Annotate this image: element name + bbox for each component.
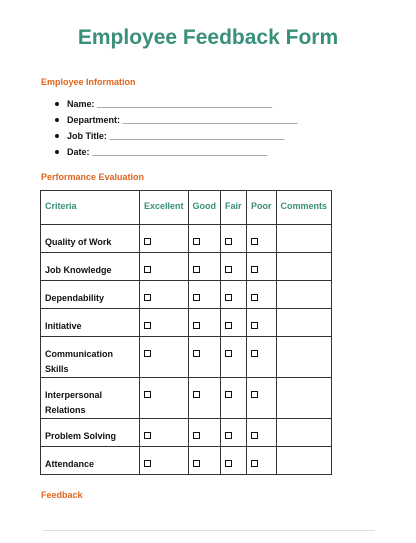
criteria-cell: Communication Skills: [41, 337, 140, 378]
rating-cell-poor: [247, 447, 277, 475]
rating-cell-good: [188, 419, 221, 447]
checkbox-good[interactable]: [193, 294, 200, 301]
header-criteria: Criteria: [41, 191, 140, 225]
rating-cell-fair: [221, 378, 247, 419]
rating-cell-poor: [247, 378, 277, 419]
checkbox-poor[interactable]: [251, 350, 258, 357]
checkbox-excellent[interactable]: [144, 432, 151, 439]
info-label: Name:: [67, 99, 95, 109]
bullet-icon: [55, 118, 59, 122]
rating-cell-poor: [247, 253, 277, 281]
rating-cell-good: [188, 225, 221, 253]
info-item-job-title: [55, 131, 298, 147]
checkbox-poor[interactable]: [251, 294, 258, 301]
comments-cell[interactable]: [276, 309, 332, 337]
checkbox-poor[interactable]: [251, 322, 258, 329]
rating-cell-fair: [221, 309, 247, 337]
header-fair: Fair: [221, 191, 247, 225]
info-label: Department:: [67, 115, 121, 125]
checkbox-fair[interactable]: [225, 294, 232, 301]
rating-cell-excellent: [140, 309, 189, 337]
table-row: [41, 337, 332, 378]
checkbox-fair[interactable]: [225, 238, 232, 245]
rating-cell-excellent: [140, 225, 189, 253]
checkbox-fair[interactable]: [225, 391, 232, 398]
rating-cell-poor: [247, 309, 277, 337]
checkbox-good[interactable]: [193, 432, 200, 439]
rating-cell-excellent: [140, 378, 189, 419]
job-title-field-line[interactable]: ___________________________________: [109, 131, 285, 141]
rating-cell-poor: [247, 281, 277, 309]
table-header-row: [41, 191, 332, 225]
table-row: [41, 225, 332, 253]
info-label: Date:: [67, 147, 90, 157]
table-row: [41, 378, 332, 419]
info-label: Job Title:: [67, 131, 107, 141]
comments-cell[interactable]: [276, 253, 332, 281]
comments-cell[interactable]: [276, 447, 332, 475]
table-row: [41, 447, 332, 475]
checkbox-excellent[interactable]: [144, 460, 151, 467]
rating-cell-fair: [221, 337, 247, 378]
rating-cell-excellent: [140, 337, 189, 378]
rating-cell-good: [188, 447, 221, 475]
criteria-cell: Attendance: [41, 447, 140, 475]
comments-cell[interactable]: [276, 281, 332, 309]
info-item-name: [55, 99, 298, 115]
checkbox-excellent[interactable]: [144, 391, 151, 398]
rating-cell-excellent: [140, 447, 189, 475]
name-field-line[interactable]: ___________________________________: [97, 99, 273, 109]
checkbox-poor[interactable]: [251, 460, 258, 467]
bullet-icon: [55, 134, 59, 138]
info-item-department: [55, 115, 298, 131]
criteria-cell: Problem Solving: [41, 419, 140, 447]
table-row: [41, 309, 332, 337]
table-row: [41, 419, 332, 447]
rating-cell-fair: [221, 447, 247, 475]
header-comments: Comments: [276, 191, 332, 225]
checkbox-fair[interactable]: [225, 432, 232, 439]
rating-cell-poor: [247, 337, 277, 378]
checkbox-poor[interactable]: [251, 391, 258, 398]
table-row: [41, 253, 332, 281]
form-title: Employee Feedback Form: [77, 26, 339, 49]
rating-cell-good: [188, 281, 221, 309]
header-good: Good: [188, 191, 221, 225]
comments-cell[interactable]: [276, 419, 332, 447]
checkbox-good[interactable]: [193, 391, 200, 398]
criteria-cell: Quality of Work: [41, 225, 140, 253]
rating-cell-excellent: [140, 253, 189, 281]
rating-cell-good: [188, 378, 221, 419]
section-feedback: Feedback: [41, 490, 83, 500]
section-employee-information: Employee Information: [41, 77, 136, 87]
checkbox-good[interactable]: [193, 238, 200, 245]
header-poor: Poor: [247, 191, 277, 225]
criteria-cell: Dependability: [41, 281, 140, 309]
rating-cell-good: [188, 309, 221, 337]
header-excellent: Excellent: [140, 191, 189, 225]
checkbox-poor[interactable]: [251, 238, 258, 245]
checkbox-poor[interactable]: [251, 266, 258, 273]
rating-cell-fair: [221, 419, 247, 447]
footer-divider: [43, 530, 375, 531]
rating-cell-fair: [221, 253, 247, 281]
rating-cell-excellent: [140, 419, 189, 447]
checkbox-good[interactable]: [193, 266, 200, 273]
comments-cell[interactable]: [276, 337, 332, 378]
criteria-cell: Job Knowledge: [41, 253, 140, 281]
rating-cell-good: [188, 337, 221, 378]
checkbox-excellent[interactable]: [144, 322, 151, 329]
checkbox-good[interactable]: [193, 460, 200, 467]
bullet-icon: [55, 102, 59, 106]
checkbox-good[interactable]: [193, 350, 200, 357]
rating-cell-fair: [221, 225, 247, 253]
checkbox-fair[interactable]: [225, 322, 232, 329]
checkbox-excellent[interactable]: [144, 350, 151, 357]
checkbox-fair[interactable]: [225, 266, 232, 273]
comments-cell[interactable]: [276, 225, 332, 253]
rating-cell-poor: [247, 225, 277, 253]
date-field-line[interactable]: ___________________________________: [92, 147, 268, 157]
criteria-cell: Interpersonal Relations: [41, 378, 140, 419]
comments-cell[interactable]: [276, 378, 332, 419]
bullet-icon: [55, 150, 59, 154]
checkbox-excellent[interactable]: [144, 266, 151, 273]
checkbox-fair[interactable]: [225, 350, 232, 357]
checkbox-fair[interactable]: [225, 460, 232, 467]
info-item-date: [55, 147, 298, 163]
checkbox-excellent[interactable]: [144, 294, 151, 301]
rating-cell-excellent: [140, 281, 189, 309]
rating-cell-fair: [221, 281, 247, 309]
rating-cell-poor: [247, 419, 277, 447]
employee-info-list: [55, 99, 298, 163]
table-row: [41, 281, 332, 309]
department-field-line[interactable]: ___________________________________: [122, 115, 298, 125]
section-performance-evaluation: Performance Evaluation: [41, 172, 145, 182]
rating-cell-good: [188, 253, 221, 281]
checkbox-good[interactable]: [193, 322, 200, 329]
evaluation-table: [40, 190, 332, 475]
evaluation-table-body: [41, 225, 332, 475]
criteria-cell: Initiative: [41, 309, 140, 337]
checkbox-excellent[interactable]: [144, 238, 151, 245]
checkbox-poor[interactable]: [251, 432, 258, 439]
